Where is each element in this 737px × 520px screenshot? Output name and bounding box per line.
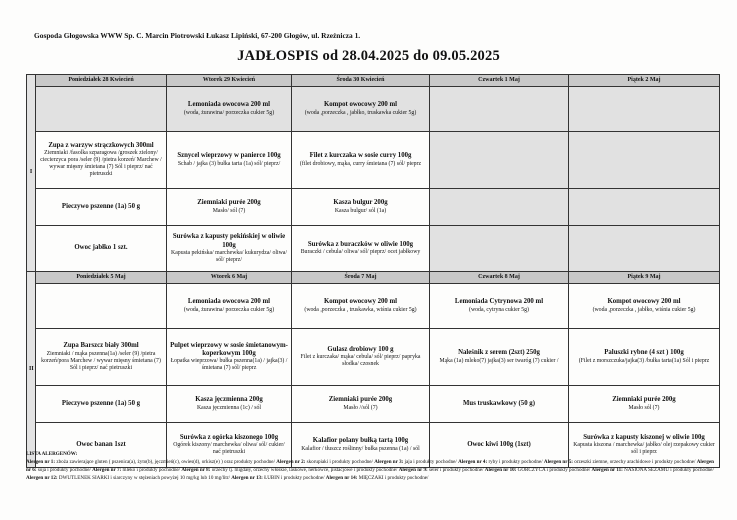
allergen-text: zboża zawierające gluten ( pszenica(a), żyto(b), jęczmień(c), owies(d), orkisz(e) ) oraz produkty pochodne/ xyxy=(56,459,275,466)
allergen-label: Alergen nr 2: xyxy=(276,459,306,466)
meal-cell-soup xyxy=(430,329,569,386)
meal-detail: Ziemniaki /fasolka szparagowa /groszek zielony/ ciecierzyca pora /seler (9) /pietra korzeń/ Marchew / wywar mięsny śmietana (7) Sól i pieprz/ nać pietruszki xyxy=(40,150,162,178)
allergen-label: Alergen nr 4: xyxy=(458,459,488,466)
meal-detail: Schab / jajka (3) bułka tarta (1a) sól/ pieprz/ xyxy=(177,160,281,167)
meal-detail: (woda ,porzeczka , jabłko, wiśnia cukier 5g) xyxy=(592,306,696,313)
meal-detail: Ogórek kiszony/ marchewka/ oliwa/ sól/ cukier/ nać pietruszki xyxy=(173,442,285,456)
meal-cell-main xyxy=(430,386,569,423)
meal-detail: Kalafior / tłuszcz roślinny/ bułka pszenna (1a) / sól xyxy=(301,445,420,452)
meal-cell-main xyxy=(292,386,430,423)
allergen-text: orzeszki ziemne, orzechy arachidowe i produkty pochodne/ xyxy=(574,459,696,466)
meal-title: Ziemniaki purée 200g xyxy=(612,396,676,404)
meal-title: Sznycel wieprzowy w panierce 100g xyxy=(177,152,281,160)
allergen-label: Alergen nr 13: xyxy=(231,475,263,482)
allergen-text: DWUTLENEK SIARKI i siarczyny w stężeniach powyżej 10 mg/kg lub 10 mg/litr/ xyxy=(58,475,230,482)
meal-cell-main xyxy=(292,189,430,226)
meal-title: Surówka z ogórka kiszonego 100g xyxy=(179,433,279,441)
meal-cell-soup xyxy=(167,132,292,189)
allergen-heading: LISTA ALERGENÓW: xyxy=(26,451,78,457)
allergen-label: Alergen nr 10: xyxy=(484,467,517,474)
menu-title: JADŁOSPIS od 28.04.2025 do 09.05.2025 xyxy=(237,48,500,64)
meal-cell-main xyxy=(36,189,167,226)
meal-title: Kompot owocowy 200 ml xyxy=(607,298,681,306)
meal-title: Kompot owocowy 200 ml xyxy=(323,298,398,306)
allergen-text: ryby i produkty pochodne/ xyxy=(488,459,543,466)
day-heading: Czwartek 1 Maj xyxy=(430,75,569,87)
day-heading: Piątek 9 Maj xyxy=(569,272,720,284)
meal-detail: Kapusta pekińska/ marchewka/ kukurydza/ oliwa/ sól/ pieprz/ xyxy=(171,249,287,263)
meal-cell-drink xyxy=(36,87,167,132)
meal-cell-drink xyxy=(292,87,430,132)
meal-title: Gulasz drobiowy 100 g xyxy=(327,345,394,353)
day-heading: Piątek 2 Maj xyxy=(569,75,720,87)
meal-title: Paluszki rybne (4 szt ) 100g xyxy=(604,349,684,357)
allergen-text: jaja i produkty pochodne/ xyxy=(404,459,457,466)
meal-cell-side xyxy=(36,226,167,272)
meal-cell-soup xyxy=(430,132,569,189)
day-heading: Poniedziałek 5 Maj xyxy=(36,272,167,284)
company-header: Gospoda Głogowska WWW Sp. C. Marcin Piotrowski Łukasz Lipiński, 67-200 Głogów, ul. Rzeźnicza 1. xyxy=(34,31,361,40)
day-heading: Czwartek 8 Maj xyxy=(430,272,569,284)
meal-title: Owoc banan 1szt xyxy=(76,440,126,448)
allergen-text: MIĘCZAKI i produkty pochodne/ xyxy=(358,475,429,482)
meal-title: Lemoniada owocowa 200 ml xyxy=(187,298,271,306)
meal-cell-soup xyxy=(167,329,292,386)
meal-cell-main xyxy=(167,386,292,423)
allergen-text: skorupiaki i produkty pochodne/ xyxy=(306,459,373,466)
allergen-label: Alergen nr 14: xyxy=(325,475,358,482)
allergen-text: soja i produkty pochodne/ xyxy=(37,467,91,474)
meal-cell-drink xyxy=(167,87,292,132)
menu-table xyxy=(26,74,720,468)
meal-cell-main xyxy=(430,189,569,226)
allergen-text: NASIONA SEZAMU i produkty pochodne/ xyxy=(624,467,714,474)
meal-detail: Kasza jęczmienna (1c) / sól xyxy=(196,404,262,411)
meal-title: Pulpet wieprzowy w sosie śmietanowym-koperkowym 100g xyxy=(170,341,288,358)
meal-detail: (filet drobiowy, mąka, curry śmietana (7) sól/ pieprz xyxy=(299,160,422,167)
meal-title: Zupa Barszcz biały 300ml xyxy=(63,342,139,350)
meal-cell-side xyxy=(167,226,292,272)
meal-title: Lemoniada Cytrynowa 200 ml xyxy=(454,298,544,306)
meal-cell-soup xyxy=(36,329,167,386)
meal-title: Kasza bulgur 200g xyxy=(333,199,388,207)
allergen-text: seler i produkty pochodne/ xyxy=(429,467,484,474)
meal-title: Kalafior polany bułką tartą 100g xyxy=(312,437,409,445)
meal-title: Owoc kiwi 100g (1szt) xyxy=(467,440,531,448)
meal-detail: Łopatka wieprzowa/ bułka pszenna(1a) / jajka(3) / śmietana (7) sól/ pieprz xyxy=(170,358,288,372)
week-label: II xyxy=(27,272,36,468)
meal-title: Zupa z warzyw strączkowych 300ml xyxy=(48,142,154,150)
meal-title: Filet z kurczaka w sosie curry 100g xyxy=(309,152,412,160)
allergen-label: Alergen nr 8: xyxy=(181,467,211,474)
meal-cell-soup xyxy=(569,132,720,189)
meal-cell-main xyxy=(36,386,167,423)
meal-title: Pieczywo pszenne (1a) 50 g xyxy=(61,202,141,210)
week-label: I xyxy=(27,75,36,272)
meal-detail: Masło/ sól (7) xyxy=(212,207,246,214)
meal-cell-side xyxy=(430,226,569,272)
allergen-label: Alergen nr 5: xyxy=(543,459,573,466)
allergen-label: Alergen nr 9: xyxy=(398,467,428,474)
meal-detail: (woda, cytryna cukier 5g) xyxy=(469,306,529,313)
meal-cell-side xyxy=(569,226,720,272)
meal-title: Kompot owocowy 200 ml xyxy=(323,101,398,109)
meal-cell-main xyxy=(569,189,720,226)
meal-cell-drink xyxy=(569,284,720,329)
meal-cell-soup xyxy=(36,132,167,189)
meal-detail: (woda ,porzeczka , jabłko, truskawka cukier 5g) xyxy=(304,109,417,116)
meal-detail: (woda ,porzeczka , truskawka, wiśnia cukier 5g) xyxy=(304,306,417,313)
allergen-text: orzechy tj. migdały, orzechy włoskie, laskowe, nerkowce, pistacjowe i produkty pochodne/ xyxy=(211,467,398,474)
allergen-label: Alergen nr 7: xyxy=(92,467,122,474)
day-heading: Środa 7 Maj xyxy=(292,272,430,284)
day-heading: Wtorek 6 Maj xyxy=(167,272,292,284)
allergen-label: Alergen nr 12: xyxy=(26,475,58,482)
meal-cell-soup xyxy=(292,329,430,386)
meal-cell-drink xyxy=(430,284,569,329)
meal-title: Surówka z buraczków w oliwie 100g xyxy=(307,240,414,248)
meal-title: Pieczywo pszenne (1a) 50 g xyxy=(61,399,141,407)
allergen-label: Alergen nr 3: xyxy=(374,459,404,466)
meal-detail: Masło //sól (7) xyxy=(343,404,378,411)
meal-cell-soup xyxy=(569,329,720,386)
meal-title: Ziemniaki purée 200g xyxy=(197,199,261,207)
day-heading: Środa 30 Kwiecień xyxy=(292,75,430,87)
meal-cell-main xyxy=(569,386,720,423)
meal-cell-drink xyxy=(569,87,720,132)
allergen-label: Alergen nr 11: xyxy=(591,467,623,474)
meal-cell-drink xyxy=(430,87,569,132)
allergen-label: Alergen nr 1: xyxy=(26,459,56,466)
meal-detail: Mąka (1a) mleko(7) jajka(3) ser twaróg (7) cukier / xyxy=(439,357,559,364)
meal-detail: Filet z kurczaka/ mąka/ cebula/ sól/ pieprz/ papryka słodka/ czosnek xyxy=(300,354,421,368)
meal-detail: Kasza bulgur/ sól (1a) xyxy=(334,207,387,214)
meal-cell-soup xyxy=(292,132,430,189)
allergen-text: mleko i produkty pochodne/ xyxy=(122,467,181,474)
meal-title: Mus truskawkowy (50 g) xyxy=(463,399,535,407)
meal-cell-drink xyxy=(292,284,430,329)
meal-detail: Kapusta kiszona / marchewka/ jabłko/ olej rzepakowy cukier sól i pieprz xyxy=(573,442,715,456)
allergen-text: GORCZYCA i produkty pochodne/ xyxy=(517,467,591,474)
meal-cell-drink xyxy=(36,284,167,329)
allergen-label: Alergen nr 6: xyxy=(26,459,715,474)
meal-detail: Buraczki / cebula/ oliwa/ sól/ pieprz/ ocet jabłkowy xyxy=(300,249,421,256)
meal-title: Naleśnik z serem (2szt) 250g xyxy=(458,349,540,357)
meal-cell-drink xyxy=(167,284,292,329)
meal-title: Surówka z kapusty pekińskiej w oliwie 100g xyxy=(172,233,286,249)
meal-detail: (Filet z morszczuka/jajka(3) /bułka tarta(1a) Sól i pieprz xyxy=(578,357,710,364)
meal-detail: Ziemniaki / mąka pszenna(1a) /seler (9) /pietra korzeń/pora Marchew / wywar mięsny śmietana (7) Sól i pieprz/ nać pietruszki xyxy=(41,350,161,371)
meal-title: Ziemniaki purée 200g xyxy=(328,396,393,404)
day-heading: Poniedziałek 28 Kwiecień xyxy=(36,75,167,87)
meal-title: Surówka z kapusty kiszonej w oliwie 100g xyxy=(583,433,705,441)
meal-detail: Masło sól (7) xyxy=(628,404,660,411)
day-heading: Wtorek 29 Kwiecień xyxy=(167,75,292,87)
meal-detail: (woda, żurawina/ porzeczka cukier 5g) xyxy=(183,306,275,313)
allergen-list xyxy=(26,450,719,483)
meal-cell-main xyxy=(167,189,292,226)
meal-cell-side xyxy=(292,226,430,272)
meal-title: Owoc jabłko 1 szt. xyxy=(74,244,128,252)
meal-detail: (woda, żurawina/ porzeczka cukier 5g) xyxy=(183,109,275,116)
meal-title: Lemoniada owocowa 200 ml xyxy=(187,101,271,109)
allergen-text: ŁUBIN i produkty pochodne/ xyxy=(264,475,325,482)
meal-title: Kasza jęczmienna 200g xyxy=(195,396,263,404)
